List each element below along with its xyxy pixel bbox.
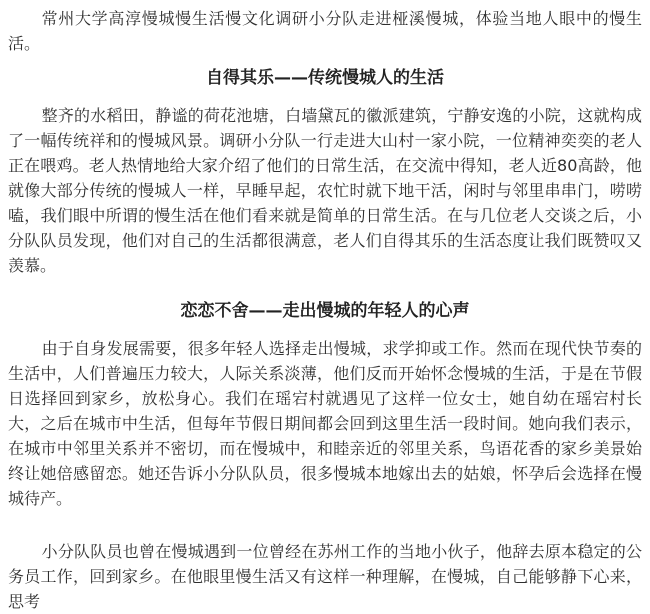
paragraph-young-man-clipped: 小分队队员也曾在慢城遇到一位曾经在苏州工作的当地小伙子，他辞去原本稳定的公务员工作，回到家乡。在他眼里慢生活又有这样一种理解，在慢城，自己能够静下心来，思考 [8,542,642,611]
paragraph-young-people: 由于自身发展需要，很多年轻人选择走出慢城，求学抑或工作。然而在现代快节奏的生活中，人们普遍压力较大，人际关系淡薄，他们反而开始怀念慢城的生活，于是在节假日选择回到家乡，放松身心。我们在瑶宕村就遇见了这样一位女士，她自幼在瑶宕村长大，之后在城市中生活，但每年节假日期间都会回到这里生活一段时间。她向我们表示，在城市中邻里关系并不密切，而在慢城中，和睦亲近的邻里关系，鸟语花香的家乡美景始终让她倍感留恋。她还告诉小分队队员，很多慢城本地嫁出去的姑娘，怀孕后会选择在慢城待产。 [8,339,642,508]
section-heading-young-people: 恋恋不舍——走出慢城的年轻人的心声 [180,301,470,321]
intro-paragraph: 常州大学高淳慢城慢生活慢文化调研小分队走进桠溪慢城，体验当地人眼中的慢生活。 [8,9,642,53]
section-heading-traditional-life: 自得其乐——传统慢城人的生活 [206,68,444,88]
paragraph-traditional-life: 整齐的水稻田，静谧的荷花池塘，白墙黛瓦的徽派建筑，宁静安逸的小院，这就构成了一幅传统祥和的慢城风景。调研小分队一行走进大山村一家小院，一位精神奕奕的老人正在喂鸡。老人热情地给大家介绍了他们的日常生活，在交流中得知，老人近80高龄，他就像大部分传统的慢城人一样，早睡早起，农忙时就下地干活，闲时与邻里串串门，唠唠嗑，我们眼中所谓的慢生活在他们看来就是简单的日常生活。在与几位老人交谈之后，小分队队员发现，他们对自己的生活都很满意，老人们自得其乐的生活态度让我们既赞叹又羡慕。 [8,106,642,275]
